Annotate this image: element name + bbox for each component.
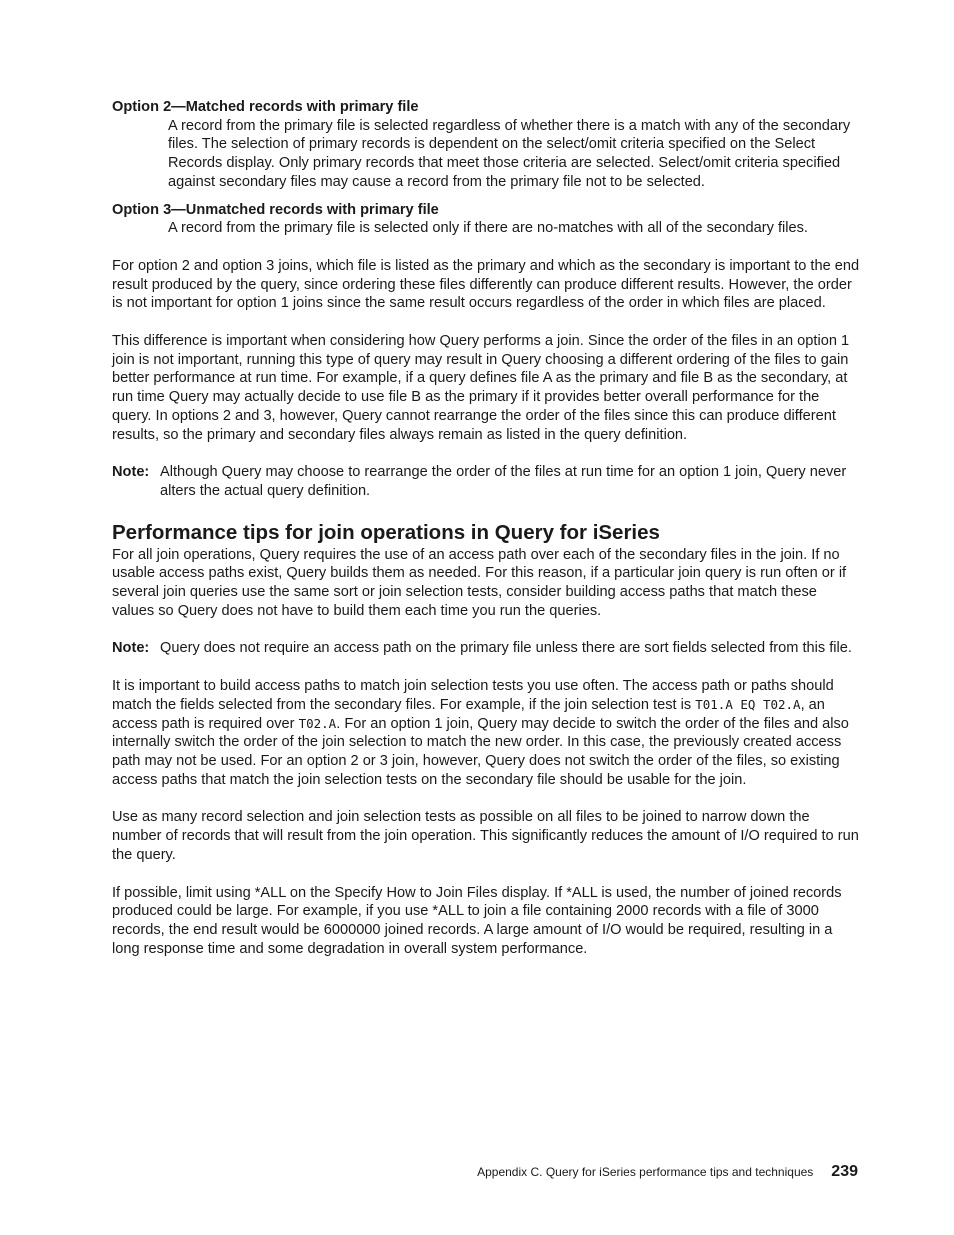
note-label: Note:	[112, 464, 150, 481]
note-text: Query does not require an access path on the primary file unless there are sort fields selected from this file.	[160, 640, 852, 657]
spacer	[112, 238, 860, 257]
spacer	[112, 444, 860, 463]
text-run: It is important to build access paths to match join selection tests you use often. The access path or paths should match the fields selected from the secondary files. For example, if the join selection test is	[112, 678, 834, 713]
note-query-definition	[112, 463, 860, 500]
footer-title: Appendix C. Query for iSeries performance tips and techniques	[477, 1165, 814, 1179]
definition-description-option-2: A record from the primary file is selected regardless of whether there is a match with any of the secondary files. The selection of primary records is dependent on the select/omit criteria specified on the Select Records display. Only primary records that meet those criteria are selected. Select/omit criteria specified against secondary files may cause a record from the primary file not to be selected.	[168, 117, 851, 190]
page-footer	[477, 1163, 858, 1181]
spacer	[112, 658, 860, 677]
definition-description-option-3: A record from the primary file is selected only if there are no-matches with all of the secondary files.	[168, 220, 808, 237]
document-page	[112, 98, 860, 958]
spacer	[112, 865, 860, 884]
code-access-path-field: T02.A	[298, 715, 337, 731]
code-join-test: T01.A EQ T02.A	[695, 696, 801, 712]
paragraph-access-paths: For all join operations, Query requires the use of an access path over each of the secondary files in the join. If no usable access paths exist, Query builds them as needed. For this reason, if a particular join query is run often or if several join queries use the same sort or join selection tests, consider building access paths that match these values so Query does not have to build them each time you run the queries.	[112, 546, 847, 619]
spacer	[112, 313, 860, 332]
definition-term-option-2: Option 2—Matched records with primary file	[112, 99, 419, 115]
note-primary-file	[112, 639, 860, 658]
definition-list	[112, 98, 860, 238]
definition-term-option-3: Option 3—Unmatched records with primary file	[112, 201, 439, 218]
paragraph-join-order: For option 2 and option 3 joins, which file is listed as the primary and which as the secondary is important to the end result produced by the query, since ordering these files differently can produce different results. However, the order is not important for option 1 joins since the same result occurs regardless of the order in which files are placed.	[112, 257, 860, 312]
paragraph-all-join: If possible, limit using *ALL on the Specify How to Join Files display. If *ALL is used, the number of joined records produced could be large. For example, if you use *ALL to join a file containing 2000 records with a file of 3000 records, the end result would be 6000000 joined records. A large amount of I/O would be required, resulting in a long response time and some degradation in overall system performance.	[112, 884, 842, 957]
spacer	[112, 789, 860, 808]
paragraph-join-performance: This difference is important when considering how Query performs a join. Since the order of the files in an option 1 join is not important, running this type of query may result in Query choosing a different ordering of the files to gain better performance at run time. For example, if a query defines file A as the primary and file B as the secondary, at run time Query may actually decide to use file B as the primary if it provides better overall performance for the query. In options 2 and 3, however, Query cannot rearrange the order of the files since this can produce different results, so the primary and secondary files always remain as listed in the query definition.	[112, 333, 850, 443]
spacer	[112, 620, 860, 639]
paragraph-record-selection: Use as many record selection and join selection tests as possible on all files to be joined to narrow down the number of records that will result from the join operation. This significantly reduces the amount of I/O required to run the query.	[112, 809, 859, 863]
text-run: . For an option 1 join, Query may decide to switch the order of the files and also internally switch the order of the join selection to match the new order. In this case, the previously created access path may not be used. For an option 2 or 3 join, however, Query does not switch the order of the files, so existing access paths that match the join selection tests on the secondary file should be usable for the join.	[112, 715, 849, 788]
note-label: Note:	[112, 640, 150, 657]
paragraph-join-selection-tests	[112, 677, 860, 789]
spacer	[112, 501, 860, 520]
section-heading: Performance tips for join operations in Query for iSeries	[112, 520, 660, 544]
text-run: , an access path is required over	[112, 696, 825, 732]
note-text: Although Query may choose to rearrange the order of the files at run time for an option 1 join, Query never alters the actual query definition.	[160, 464, 847, 499]
page-number: 239	[831, 1163, 858, 1180]
spacer	[112, 192, 860, 201]
